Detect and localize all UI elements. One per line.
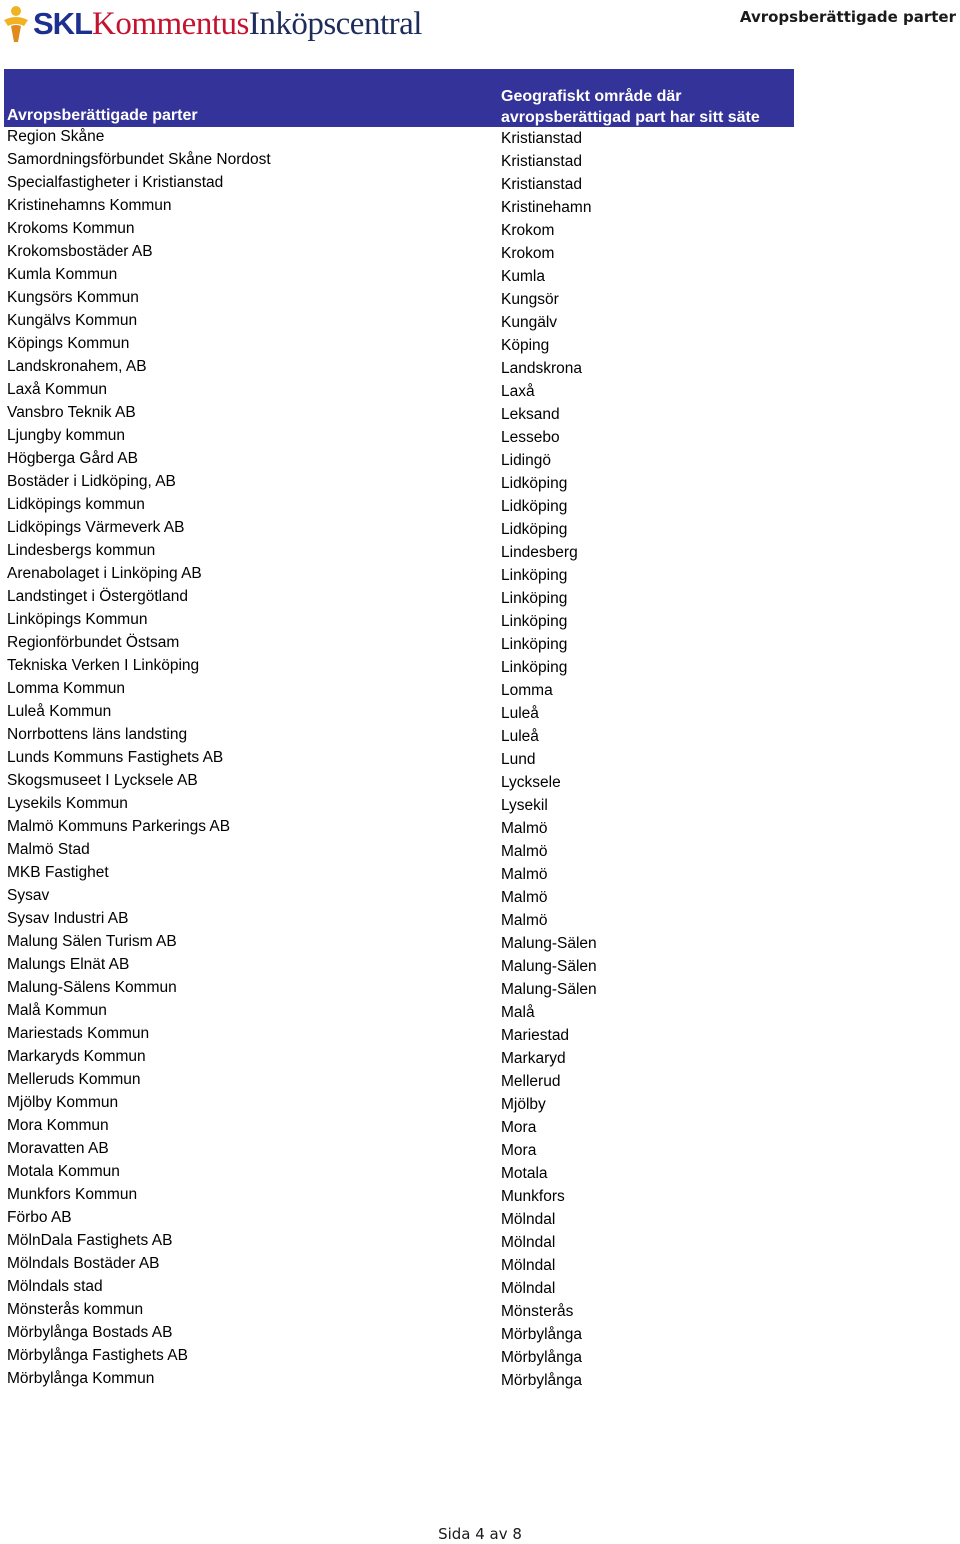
party-cell: Laxå Kommun [7,381,107,398]
table-row [0,150,960,173]
table-row [0,449,960,472]
area-cell: Laxå [501,383,535,400]
column-header-area [501,86,760,128]
area-cell: Kumla [501,268,545,285]
area-cell: Malmö [501,843,548,860]
area-cell: Mölndal [501,1211,556,1228]
area-cell: Lomma [501,682,553,699]
party-cell: Förbo AB [7,1209,72,1226]
party-cell: Malung-Sälens Kommun [7,979,177,996]
area-cell: Malmö [501,866,548,883]
area-cell: Lycksele [501,774,561,791]
party-cell: Vansbro Teknik AB [7,404,136,421]
area-cell: Malung-Sälen [501,935,597,952]
logo [0,2,422,46]
table-row [0,587,960,610]
table-row [0,840,960,863]
party-cell: Mörbylånga Bostads AB [7,1324,173,1341]
area-cell: Munkfors [501,1188,565,1205]
party-cell: Krokomsbostäder AB [7,243,153,260]
area-cell: Krokom [501,222,555,239]
area-cell: Markaryd [501,1050,566,1067]
party-cell: Samordningsförbundet Skåne Nordost [7,151,271,168]
table-row [0,1231,960,1254]
party-cell: Tekniska Verken I Linköping [7,657,200,674]
area-cell: Motala [501,1165,548,1182]
table-row [0,311,960,334]
column-header-party: Avropsberättigade parter [7,107,198,124]
party-cell: Mölndals stad [7,1278,103,1295]
party-cell: Norrbottens läns landsting [7,726,188,743]
table-row [0,955,960,978]
area-cell: Lysekil [501,797,548,814]
party-cell: Malungs Elnät AB [7,956,130,973]
area-cell: Köping [501,337,550,354]
column-header-area-line2: avropsberättigad part har sitt säte [501,109,760,126]
party-cell: Lindesbergs kommun [7,542,156,559]
party-cell: Luleå Kommun [7,703,112,720]
party-cell: Arenabolaget i Linköping AB [7,565,202,582]
table-row [0,1254,960,1277]
party-cell: Markaryds Kommun [7,1048,146,1065]
area-cell: Mjölby [501,1096,546,1113]
party-cell: Melleruds Kommun [7,1071,141,1088]
area-cell: Mörbylånga [501,1349,582,1366]
table-row [0,702,960,725]
party-cell: Malung Sälen Turism AB [7,933,177,950]
table-row [0,817,960,840]
party-cell: Lunds Kommuns Fastighets AB [7,749,224,766]
table-row [0,679,960,702]
party-cell: Mariestads Kommun [7,1025,150,1042]
table-header [4,69,794,127]
party-cell: Lidköpings kommun [7,496,145,513]
party-cell: Malmö Kommuns Parkerings AB [7,818,231,835]
area-cell: Landskrona [501,360,583,377]
logo-figure-icon [2,4,30,44]
area-cell: Linköping [501,590,568,607]
area-cell: Krokom [501,245,555,262]
party-cell: Mölndals Bostäder AB [7,1255,160,1272]
party-cell: Kumla Kommun [7,266,118,283]
table-row [0,610,960,633]
area-cell: Linköping [501,659,568,676]
table-row [0,1277,960,1300]
party-cell: Lidköpings Värmeverk AB [7,519,185,536]
area-cell: Lidköping [501,475,568,492]
table-body [0,127,960,1392]
party-cell: Regionförbundet Östsam [7,634,180,651]
party-cell: Köpings Kommun [7,335,130,352]
area-cell: Kungsör [501,291,559,308]
table-row [0,1323,960,1346]
area-cell: Mora [501,1142,537,1159]
area-cell: Luleå [501,705,539,722]
party-cell: Högberga Gård AB [7,450,138,467]
area-cell: Malmö [501,820,548,837]
party-cell: Krokoms Kommun [7,220,135,237]
table-row [0,127,960,150]
party-cell: Sysav Industri AB [7,910,129,927]
area-cell: Kungälv [501,314,558,331]
area-cell: Linköping [501,567,568,584]
table-row [0,472,960,495]
table-row [0,1093,960,1116]
page-number: Sida 4 av 8 [438,1525,522,1543]
party-cell: Mörbylånga Fastighets AB [7,1347,188,1364]
party-cell: Malå Kommun [7,1002,107,1019]
area-cell: Mellerud [501,1073,561,1090]
area-cell: Malå [501,1004,535,1021]
table-row [0,886,960,909]
table-row [0,1208,960,1231]
table-row [0,219,960,242]
table-row [0,1116,960,1139]
area-cell: Leksand [501,406,560,423]
area-cell: Lund [501,751,536,768]
party-cell: Kungälvs Kommun [7,312,138,329]
party-cell: Motala Kommun [7,1163,120,1180]
table-row [0,1346,960,1369]
table-row [0,1300,960,1323]
area-cell: Kristianstad [501,130,582,147]
page-header-title: Avropsberättigade parter [739,8,956,26]
table-row [0,978,960,1001]
table-row [0,196,960,219]
area-cell: Linköping [501,613,568,630]
party-cell: Landskronahem, AB [7,358,147,375]
area-cell: Mönsterås [501,1303,574,1320]
table-row [0,1369,960,1392]
table-row [0,265,960,288]
table-row [0,909,960,932]
logo-wordmark: SKLKommentusInköpscentral [33,6,422,42]
table-row [0,1139,960,1162]
table-row [0,725,960,748]
table-row [0,1070,960,1093]
party-cell: Skogsmuseet I Lycksele AB [7,772,198,789]
area-cell: Mörbylånga [501,1372,582,1389]
party-cell: Moravatten AB [7,1140,109,1157]
party-cell: Landstinget i Östergötland [7,588,188,605]
table-row [0,541,960,564]
party-cell: Mora Kommun [7,1117,109,1134]
area-cell: Lessebo [501,429,560,446]
party-cell: Lomma Kommun [7,680,126,697]
party-cell: Bostäder i Lidköping, AB [7,473,176,490]
table-row [0,748,960,771]
party-cell: Mönsterås kommun [7,1301,144,1318]
area-cell: Mariestad [501,1027,570,1044]
area-cell: Lindesberg [501,544,578,561]
area-cell: Linköping [501,636,568,653]
table-row [0,1047,960,1070]
party-cell: Linköpings Kommun [7,611,148,628]
party-cell: Malmö Stad [7,841,90,858]
table-row [0,173,960,196]
table-row [0,932,960,955]
column-header-area-line1: Geografiskt område där [501,88,682,105]
area-cell: Kristinehamn [501,199,592,216]
table-row [0,633,960,656]
area-cell: Mölndal [501,1280,556,1297]
table-row [0,403,960,426]
area-cell: Mölndal [501,1257,556,1274]
table-row [0,334,960,357]
table-row [0,1024,960,1047]
party-cell: Ljungby kommun [7,427,126,444]
table-row [0,288,960,311]
table-row [0,564,960,587]
party-cell: Mörbylånga Kommun [7,1370,155,1387]
party-cell: Region Skåne [7,128,105,145]
party-cell: Kristinehamns Kommun [7,197,172,214]
table-row [0,518,960,541]
table-row [0,1185,960,1208]
table-row [0,380,960,403]
area-cell: Malmö [501,889,548,906]
area-cell: Malung-Sälen [501,958,597,975]
party-cell: Munkfors Kommun [7,1186,138,1203]
party-cell: Kungsörs Kommun [7,289,139,306]
area-cell: Mörbylånga [501,1326,582,1343]
party-cell: Specialfastigheter i Kristianstad [7,174,224,191]
table-row [0,1001,960,1024]
area-cell: Lidköping [501,521,568,538]
area-cell: Luleå [501,728,539,745]
party-cell: Sysav [7,887,50,904]
table-row [0,426,960,449]
party-cell: Lysekils Kommun [7,795,128,812]
table-row [0,863,960,886]
party-cell: Mjölby Kommun [7,1094,119,1111]
table-row [0,242,960,265]
area-cell: Lidköping [501,498,568,515]
table-row [0,794,960,817]
table-row [0,495,960,518]
area-cell: Kristianstad [501,176,582,193]
area-cell: Mora [501,1119,537,1136]
table-row [0,656,960,679]
table-row [0,771,960,794]
party-cell: MKB Fastighet [7,864,109,881]
area-cell: Malung-Sälen [501,981,597,998]
table-row [0,1162,960,1185]
table-row [0,357,960,380]
area-cell: Lidingö [501,452,551,469]
area-cell: Mölndal [501,1234,556,1251]
party-cell: MölnDala Fastighets AB [7,1232,173,1249]
area-cell: Kristianstad [501,153,582,170]
area-cell: Malmö [501,912,548,929]
